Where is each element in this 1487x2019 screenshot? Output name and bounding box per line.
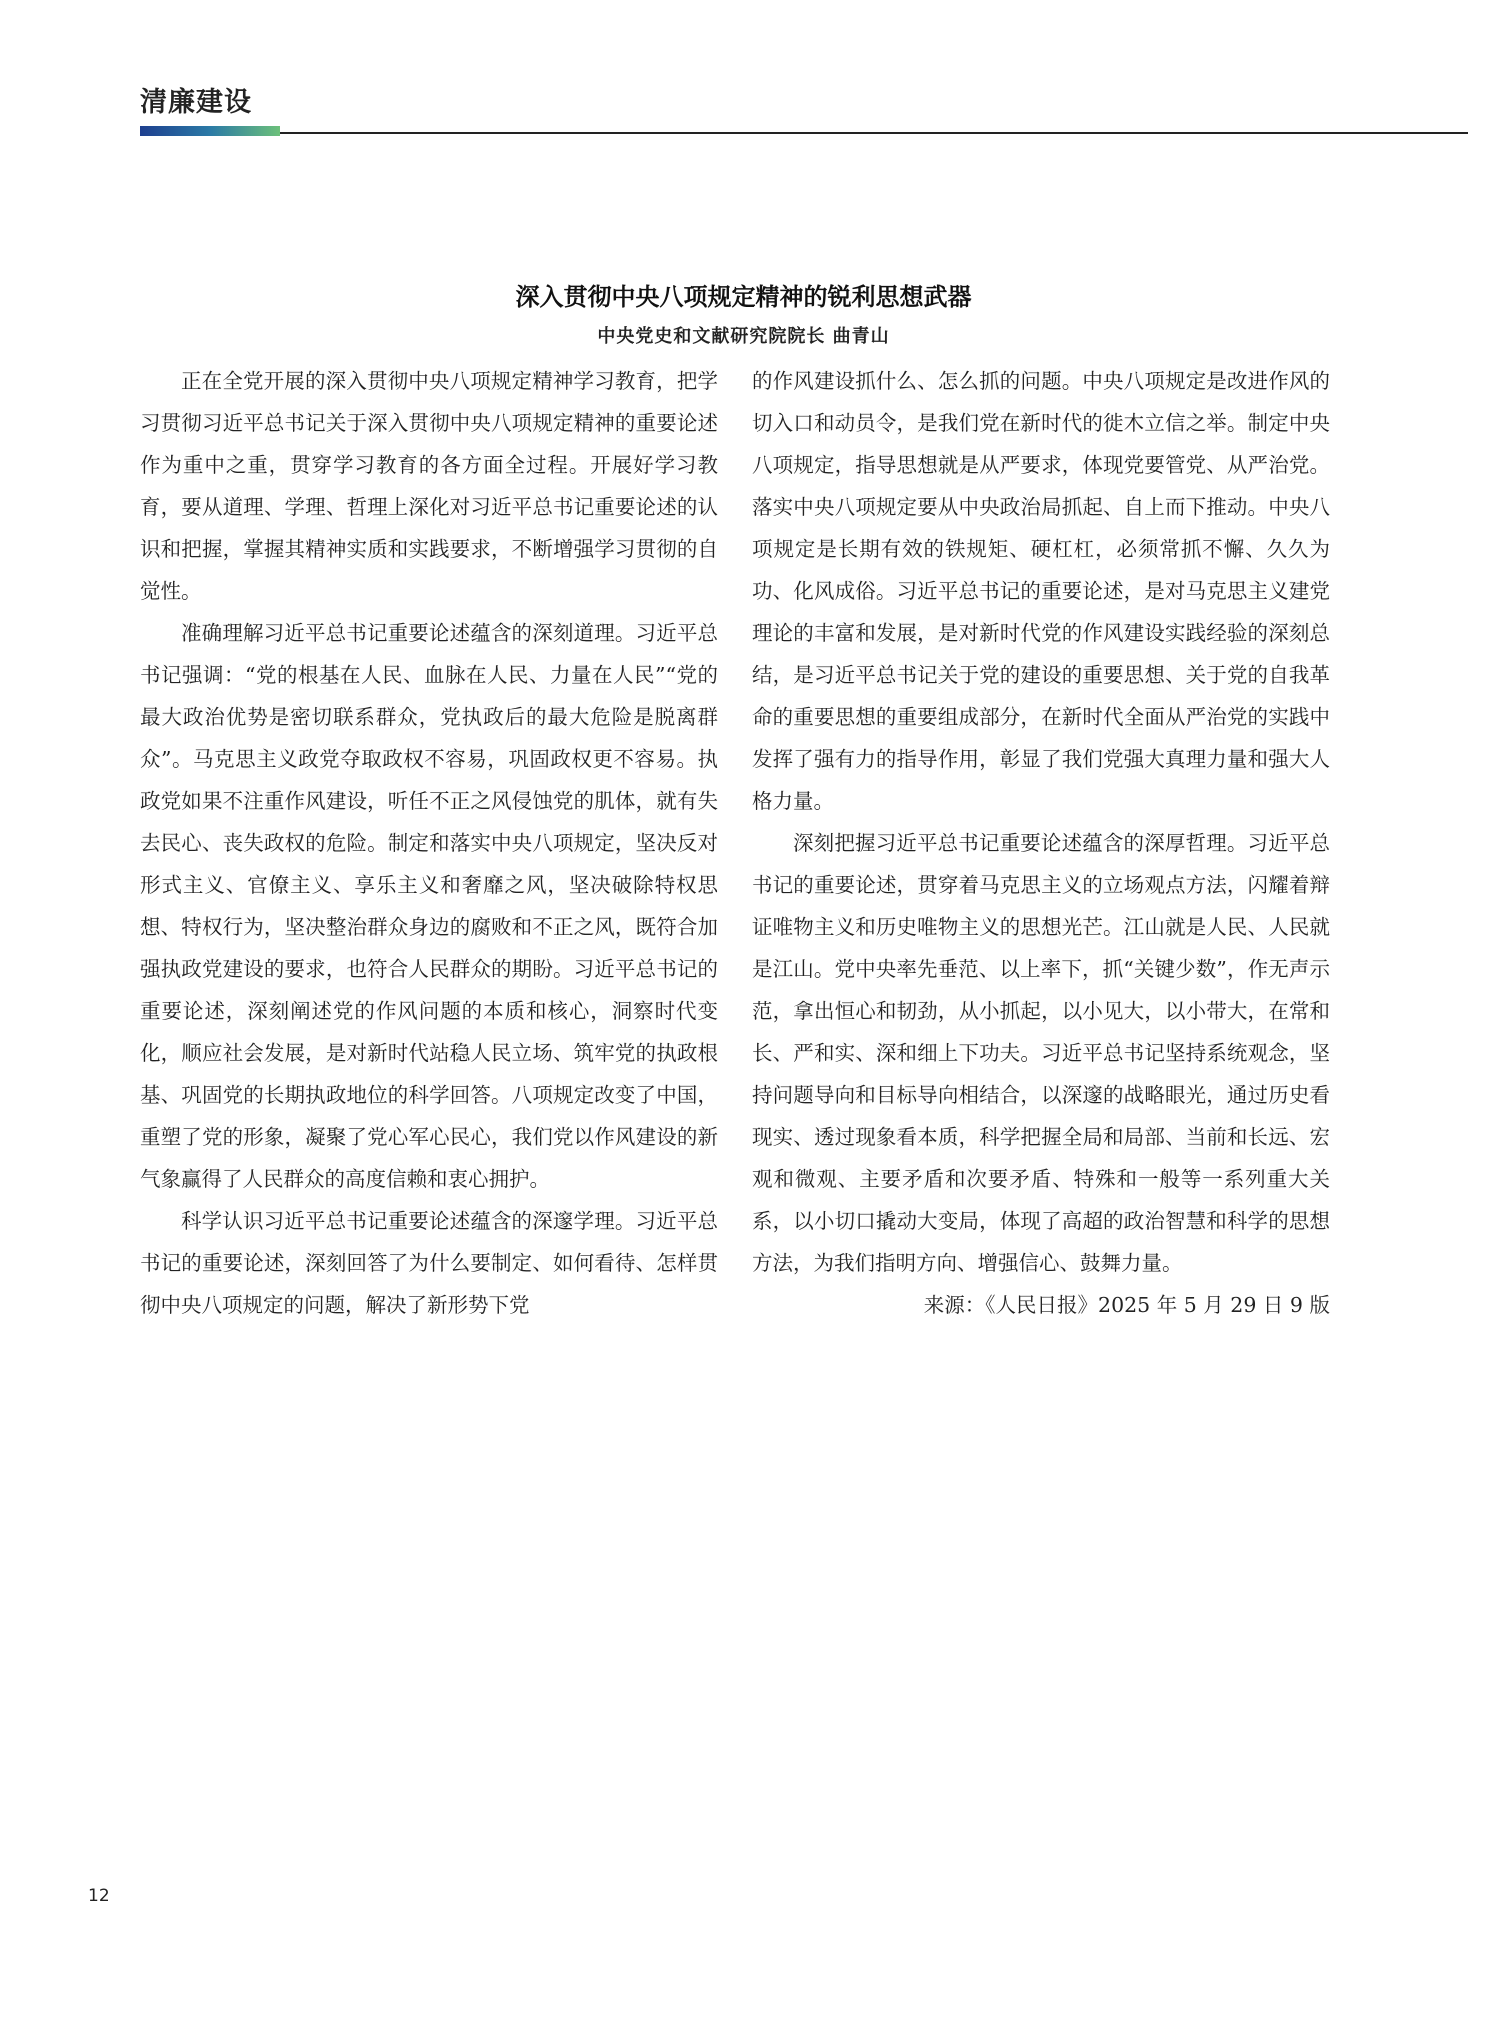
left-column: [140, 360, 718, 1326]
paragraph: 正在全党开展的深入贯彻中央八项规定精神学习教育，把学习贯彻习近平总书记关于深入贯彻中央八项规定精神的重要论述作为重中之重，贯穿学习教育的各方面全过程。开展好学习教育，要从道理、学理、哲理上深化对习近平总书记重要论述的认识和把握，掌握其精神实质和实践要求，不断增强学习贯彻的自觉性。: [140, 369, 718, 603]
paragraph: 深刻把握习近平总书记重要论述蕴含的深厚哲理。习近平总书记的重要论述，贯穿着马克思主义的立场观点方法，闪耀着辩证唯物主义和历史唯物主义的思想光芒。江山就是人民、人民就是江山。党中央率先垂范、以上率下，抓“关键少数”，作无声示范，拿出恒心和韧劲，从小抓起，以小见大，以小带大，在常和长、严和实、深和细上下功夫。习近平总书记坚持系统观念，坚持问题导向和目标导向相结合，以深邃的战略眼光，通过历史看现实、透过现象看本质，科学把握全局和局部、当前和长远、宏观和微观、主要矛盾和次要矛盾、特殊和一般等一系列重大关系，以小切口撬动大变局，体现了高超的政治智慧和科学的思想方法，为我们指明方向、增强信心、鼓舞力量。: [752, 831, 1330, 1275]
paragraph-continued: 的作风建设抓什么、怎么抓的问题。中央八项规定是改进作风的切入口和动员令，是我们党在新时代的徙木立信之举。制定中央八项规定，指导思想就是从严要求，体现党要管党、从严治党。落实中央八项规定要从中央政治局抓起、自上而下推动。中央八项规定是长期有效的铁规矩、硬杠杠，必须常抓不懈、久久为功、化风成俗。习近平总书记的重要论述，是对马克思主义建党理论的丰富和发展，是对新时代党的作风建设实践经验的深刻总结，是习近平总书记关于党的建设的重要思想、关于党的自我革命的重要思想的重要组成部分，在新时代全面从严治党的实践中发挥了强有力的指导作用，彰显了我们党强大真理力量和强大人格力量。: [752, 369, 1330, 813]
article-title: 深入贯彻中央八项规定精神的锐利思想武器: [515, 283, 972, 311]
header-rule: [280, 132, 1468, 134]
right-column: [752, 360, 1330, 1326]
article-byline: 中央党史和文献研究院院长 曲青山: [597, 326, 890, 347]
paragraph: 准确理解习近平总书记重要论述蕴含的深刻道理。习近平总书记强调：“党的根基在人民、血脉在人民、力量在人民”“党的最大政治优势是密切联系群众，党执政后的最大危险是脱离群众”。马克思主义政党夺取政权不容易，巩固政权更不容易。执政党如果不注重作风建设，听任不正之风侵蚀党的肌体，就有失去民心、丧失政权的危险。制定和落实中央八项规定，坚决反对形式主义、官僚主义、享乐主义和奢靡之风，坚决破除特权思想、特权行为，坚决整治群众身边的腐败和不正之风，既符合加强执政党建设的要求，也符合人民群众的期盼。习近平总书记的重要论述，深刻阐述党的作风问题的本质和核心，洞察时代变化，顺应社会发展，是对新时代站稳人民立场、筑牢党的执政根基、巩固党的长期执政地位的科学回答。八项规定改变了中国，重塑了党的形象，凝聚了党心军心民心，我们党以作风建设的新气象赢得了人民群众的高度信赖和衷心拥护。: [140, 621, 718, 1191]
header-accent-bar: [140, 126, 280, 136]
section-title: 清廉建设: [140, 87, 252, 118]
paragraph: 科学认识习近平总书记重要论述蕴含的深邃学理。习近平总书记的重要论述，深刻回答了为什么要制定、如何看待、怎样贯彻中央八项规定的问题，解决了新形势下党: [140, 1209, 718, 1317]
page-number: 12: [88, 1886, 110, 1906]
article-source: 来源：《人民日报》2025 年 5 月 29 日 9 版: [923, 1293, 1330, 1317]
